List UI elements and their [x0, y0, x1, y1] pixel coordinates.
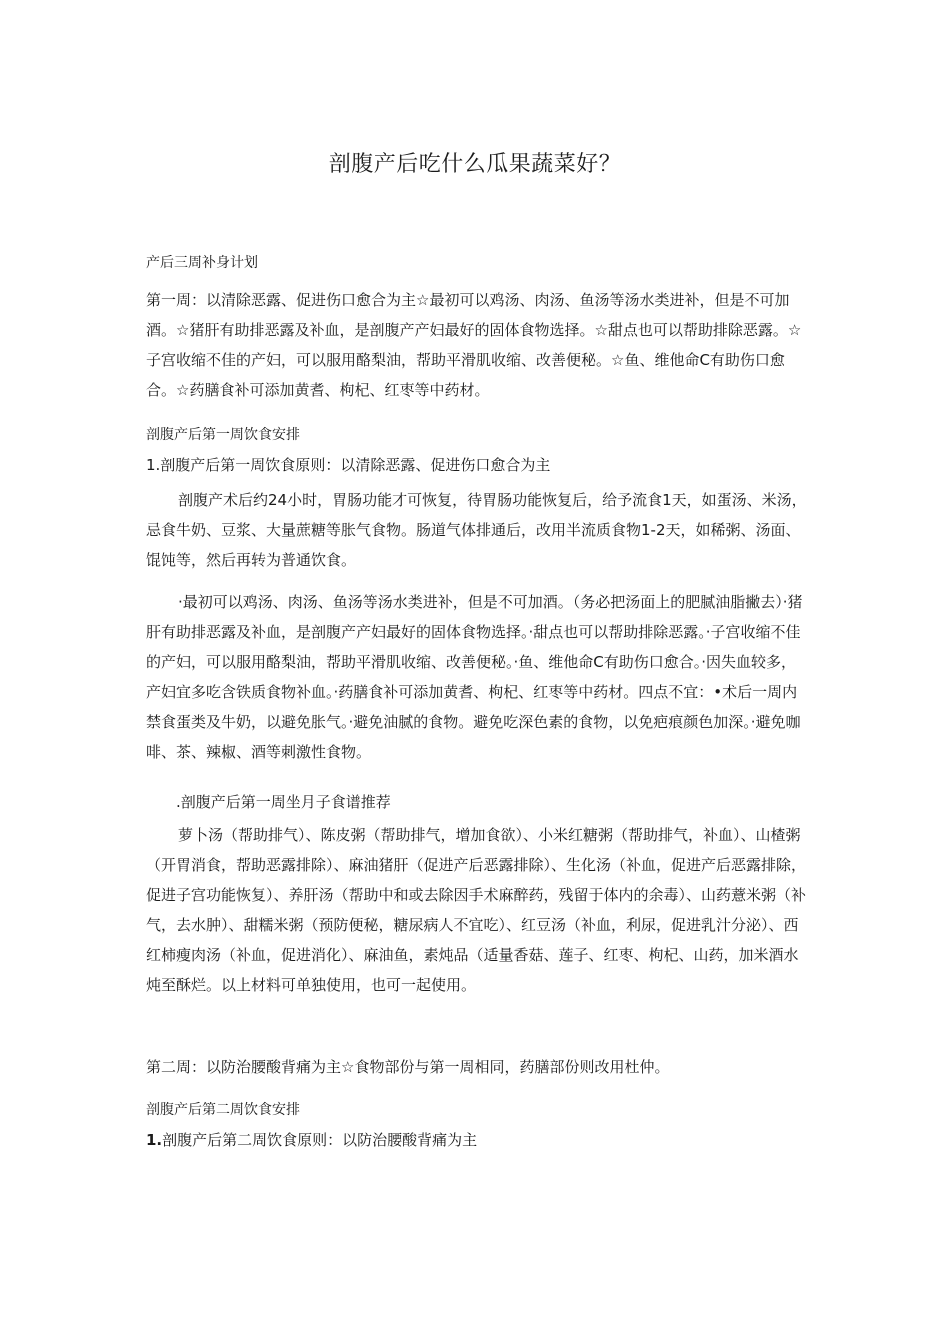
document-title: 剖腹产后吃什么瓜果蔬菜好？	[328, 152, 622, 177]
week1-recipes: 萝卜汤（帮助排气）、陈皮粥（帮助排气，增加食欲）、小米红糖粥（帮助排气，补血）、山楂粥（开胃消食，帮助恶露排除）、麻油猪肝（促进产后恶露排除）、生化汤（补血，促进产后恶露排除，促进子宫功能恢复）、养肝汤（帮助中和或去除因手术麻醉药，残留于体内的余毒）、山药薏米粥（补气，去水肿）、甜糯米粥（预防便秘，糖尿病人不宜吃）、红豆汤（补血，利尿，促进乳汁分泌）、西红柿瘦肉汤（补血，促进消化）、麻油鱼，素炖品（适量香菇、莲子、红枣、枸杞、山药，加米酒水炖至酥烂。以上材料可单独使用，也可一起使用。	[146, 826, 807, 994]
week1-recipe-heading: .剖腹产后第一周坐月子食谱推荐	[176, 793, 391, 811]
week1-summary: 第一周：以清除恶露、促进伤口愈合为主☆最初可以鸡汤、肉汤、鱼汤等汤水类进补，但是不可加酒。☆猪肝有助排恶露及补血，是剖腹产产妇最好的固体食物选择。☆甜点也可以帮助排除恶露。☆子宫收缩不佳的产妇，可以服用酪梨油，帮助平滑肌收缩、改善便秘。☆鱼、维他命C有助伤口愈合。☆药膳食补可添加黄耆、枸杞、红枣等中药材。	[146, 291, 802, 399]
week2-summary: 第二周：以防治腰酸背痛为主☆食物部份与第一周相同，药膳部份则改用杜仲。	[146, 1058, 670, 1076]
week1-paragraph-2: ·最初可以鸡汤、肉汤、鱼汤等汤水类进补，但是不可加酒。（务必把汤面上的肥腻油脂撇去）·猪肝有助排恶露及补血，是剖腹产产妇最好的固体食物选择。·甜点也可以帮助排除恶露。·子宫收缩不佳的产妇，可以服用酪梨油，帮助平滑肌收缩、改善便秘。·鱼、维他命C有助伤口愈合。·因失血较多，产妇宜多吃含铁质食物补血。·药膳食补可添加黄耆、枸杞、红枣等中药材。四点不宜：•术后一周内禁食蛋类及牛奶，以避免胀气。·避免油腻的食物。避免吃深色素的食物，以免疤痕颜色加深。·避免咖啡、茶、辣椒、酒等刺激性食物。	[146, 593, 803, 761]
week2-principle: 剖腹产后第二周饮食原则：以防治腰酸背痛为主	[162, 1131, 478, 1149]
week1-principle: 1.剖腹产后第一周饮食原则：以清除恶露、促进伤口愈合为主	[146, 456, 551, 474]
week1-paragraph-1: 剖腹产术后约24小时，胃肠功能才可恢复，待胃肠功能恢复后，给予流食1天，如蛋汤、米汤，忌食牛奶、豆浆、大量蔗糖等胀气食物。肠道气体排通后，改用半流质食物1-2天，如稀粥、汤面、馄饨等，然后再转为普通饮食。	[146, 491, 807, 569]
plan-heading: 产后三周补身计划	[146, 255, 258, 271]
week2-principle-line	[146, 1125, 810, 1155]
week1-heading: 剖腹产后第一周饮食安排	[146, 427, 300, 443]
week2-principle-number: 1.	[146, 1131, 163, 1149]
week2-heading: 剖腹产后第二周饮食安排	[146, 1102, 300, 1118]
